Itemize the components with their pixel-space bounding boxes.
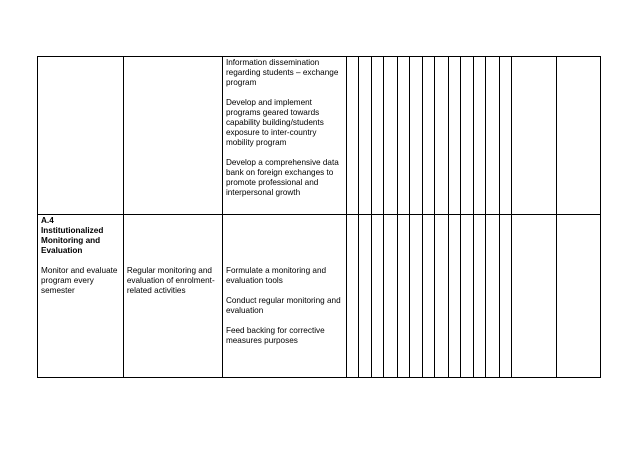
schedule-cell xyxy=(358,57,371,215)
strategy-text: Regular monitoring and evaluation of enrolment-related activities xyxy=(126,266,215,295)
activity-text: Conduct regular monitoring and evaluation xyxy=(225,296,341,315)
schedule-cell xyxy=(423,215,435,378)
schedule-cell xyxy=(372,215,384,378)
schedule-cell xyxy=(448,57,460,215)
schedule-cell xyxy=(358,215,371,378)
activities-cell xyxy=(222,57,346,215)
table-row xyxy=(38,215,601,378)
activity-text: Develop and implement programs geared towards capability building/students exposure to inter-country mobility program xyxy=(225,98,324,147)
schedule-cell xyxy=(435,215,448,378)
schedule-cell xyxy=(397,57,409,215)
table-row xyxy=(38,57,601,215)
section-code: A.4 xyxy=(41,216,54,225)
schedule-cell xyxy=(346,215,358,378)
activity-text: Develop a comprehensive data bank on foreign exchanges to promote professional and interpersonal growth xyxy=(225,158,339,197)
schedule-cell xyxy=(346,57,358,215)
resource-cell xyxy=(512,215,557,378)
schedule-cell xyxy=(499,215,511,378)
activity-text: Information dissemination regarding students – exchange program xyxy=(225,58,339,87)
schedule-cell xyxy=(384,215,397,378)
schedule-cell xyxy=(474,57,486,215)
remarks-cell xyxy=(556,57,600,215)
objective-text: Monitor and evaluate program every semester xyxy=(41,266,118,295)
schedule-cell xyxy=(474,215,486,378)
activity-text: Feed backing for corrective measures purposes xyxy=(225,326,325,345)
schedule-cell xyxy=(409,57,422,215)
schedule-cell xyxy=(435,57,448,215)
schedule-cell xyxy=(372,57,384,215)
schedule-cell xyxy=(384,57,397,215)
schedule-cell xyxy=(499,57,511,215)
strategy-cell xyxy=(123,57,222,215)
objective-cell xyxy=(38,57,124,215)
schedule-cell xyxy=(423,57,435,215)
plan-table xyxy=(37,56,601,378)
strategy-cell xyxy=(123,215,222,378)
schedule-cell xyxy=(486,215,499,378)
schedule-cell xyxy=(409,215,422,378)
schedule-cell xyxy=(448,215,460,378)
schedule-cell xyxy=(486,57,499,215)
schedule-cell xyxy=(460,57,473,215)
schedule-cell xyxy=(397,215,409,378)
activity-text: Formulate a monitoring and evaluation tools xyxy=(225,266,327,285)
activities-cell xyxy=(222,215,346,378)
schedule-cell xyxy=(460,215,473,378)
remarks-cell xyxy=(556,215,600,378)
resource-cell xyxy=(512,57,557,215)
objective-cell xyxy=(38,215,124,378)
section-title: Institutionalized Monitoring and Evaluation xyxy=(41,226,104,255)
